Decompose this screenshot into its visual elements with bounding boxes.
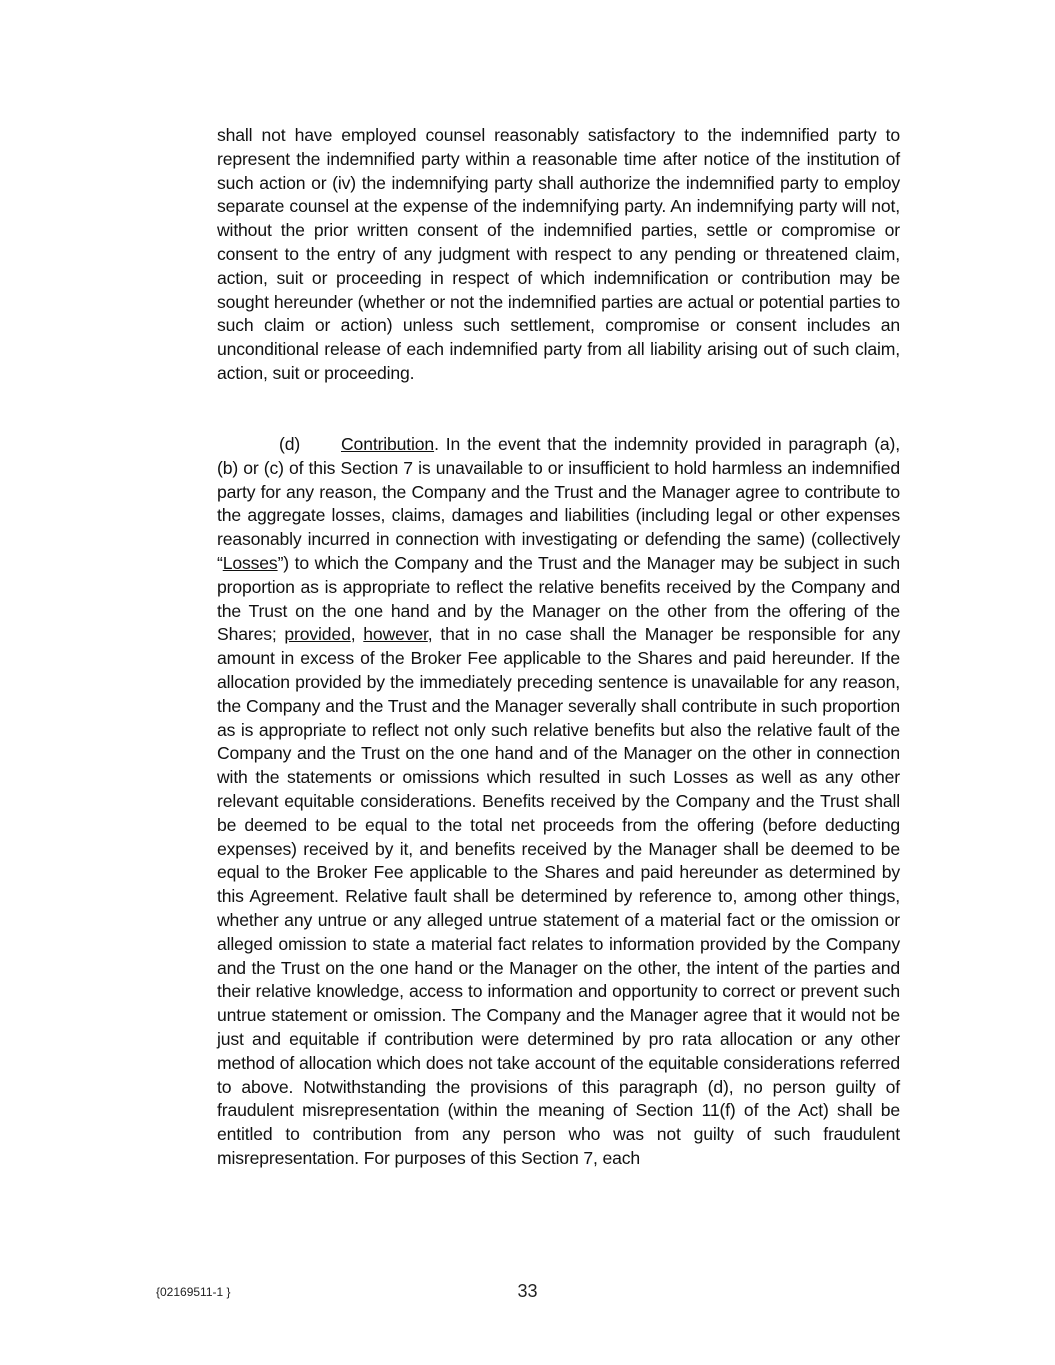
paragraph-text: , that in no case shall the Manager be responsible for any amount in excess of the Broker Fee applicable to the Shares and paid hereunder. If the allocation provided by the immediately preceding sentence is unavailable for any reason, the Company and the Trust and the Manager severally shall contribute in such proportion as is appropriate to reflect not only such relative benefits but also the relative fault of the Company and the Trust on the one hand and of the Manager on the other in connection with the statements or omissions which resulted in such Losses as well as any other relevant equitable considerations. Benefits received by the Company and the Trust shall be deemed to be equal to the total net proceeds from the offering (before deducting expenses) received by it, and benefits received by the Manager shall be deemed to be equal to the Broker Fee applicable to the Shares and paid hereunder as determined by this Agreement. Relative fault shall be determined by reference to, among other things, whether any untrue or any alleged untrue statement of a material fact or the omission or alleged omission to state a material fact relates to information provided by the Company and the Trust on the one hand or the Manager on the other, the intent of the parties and their relative knowledge, access to information and opportunity to correct or prevent such untrue statement or omission. The Company and the Manager agree that it would not be just and equitable if contribution were determined by pro rata allocation or any other method of allocation which does not take account of the equitable considerations referred to above. Notwithstanding the provisions of this paragraph (d), no person guilty of fraudulent misrepresentation (within the meaning of Section 11(f) of the Act) shall be entitled to contribution from any person who was not guilty of such fraudulent misrepresentation. For purposes of this Section 7, each [217, 624, 901, 1168]
section-heading: Contribution [341, 434, 435, 454]
paragraph-text: shall not have employed counsel reasonably satisfactory to the indemnified party to represent the indemnified party within a reasonable time after notice of the institution of such action or (iv) the indemnifying party shall authorize the indemnified party to employ separate counsel at the expense of the indemnifying party. An indemnifying party will not, without the prior written consent of the indemnified parties, settle or compromise or consent to the entry of any judgment with respect to any pending or threatened claim, action, suit or proceeding in respect of which indemnification or contribution may be sought hereunder (whether or not the indemnified parties are actual or potential parties to such claim or action) unless such settlement, compromise or consent includes an unconditional release of each indemnified party from all liability arising out of such claim, action, suit or proceeding. [217, 125, 900, 383]
proviso-provided: provided [284, 624, 351, 645]
proviso-however: however [363, 624, 428, 645]
page-number: 33 [517, 1281, 538, 1301]
proviso-separator: , [350, 624, 364, 645]
paragraph-contribution [217, 433, 900, 1171]
paragraph-text: ”) to which the Company and the Trust and the Manager may be subject in such proportion as is appropriate to reflect the relative benefits received by the Company and the Trust on the one hand and by the Manager on the other from the offering of the Shares; [217, 552, 900, 645]
paragraph-continuation [217, 124, 900, 386]
document-id: {02169511-1 } [156, 1285, 231, 1299]
defined-term: Losses [222, 552, 278, 573]
paragraph-text: . In the event that the indemnity provided in paragraph (a), (b) or (c) of this Section 7 is unavailable to or insufficient to hold harmless an indemnified party for any reason, the Company and the Trust and the Manager agree to contribute to the aggregate losses, claims, damages and liabilities (including legal or other expenses reasonably incurred in connection with investigating or defending the same) (collectively “ [217, 434, 900, 573]
section-label: (d) [279, 434, 301, 454]
